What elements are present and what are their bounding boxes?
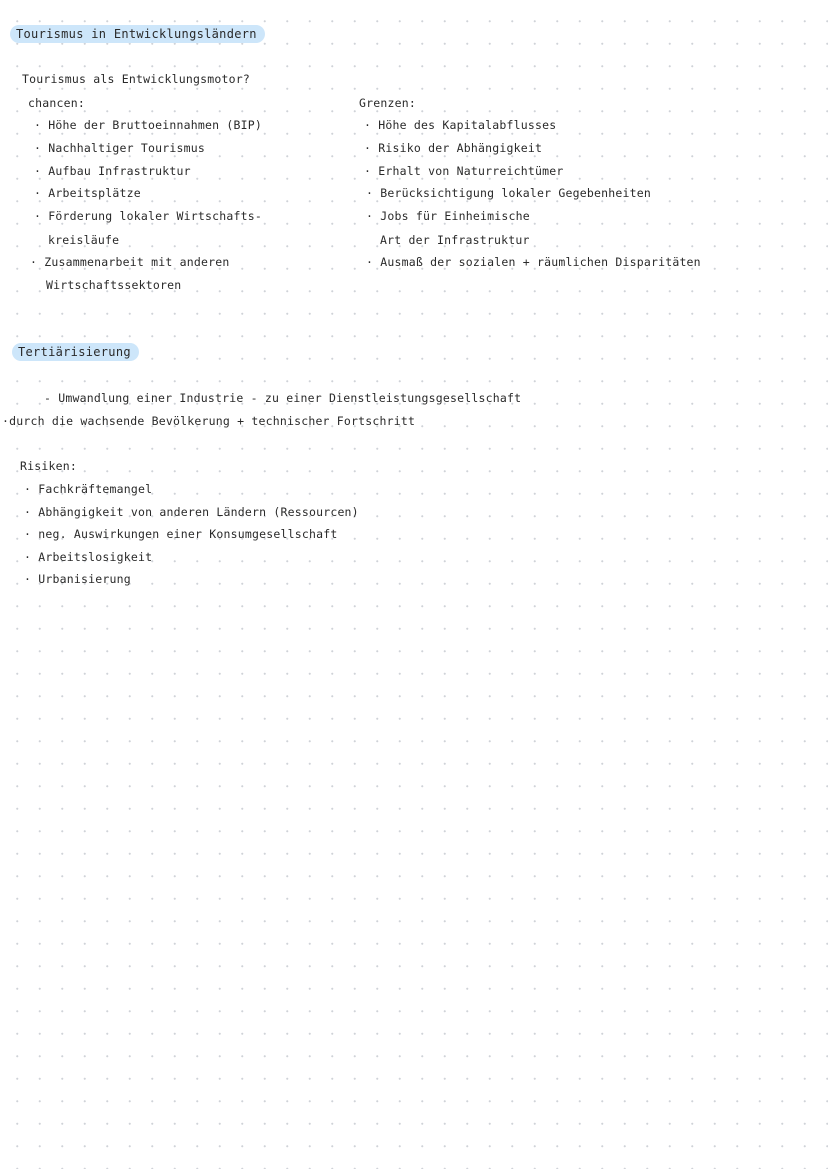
risiken-heading: Risiken: bbox=[20, 459, 77, 473]
definition-line: - Umwandlung einer Industrie - zu einer Dienstleistungsgesellschaft bbox=[44, 391, 522, 405]
chancen-item: · Nachhaltiger Tourismus bbox=[34, 141, 205, 155]
chancen-item: · Höhe der Bruttoeinnahmen (BIP) bbox=[34, 118, 262, 132]
cause-line: ·durch die wachsende Bevölkerung + technischer Fortschritt bbox=[2, 414, 416, 428]
grenzen-item: · Ausmaß der sozialen + räumlichen Disparitäten bbox=[366, 255, 701, 269]
chancen-item: · Aufbau Infrastruktur bbox=[34, 164, 191, 178]
risiken-item: · Abhängigkeit von anderen Ländern (Ressourcen) bbox=[24, 505, 359, 519]
chancen-item: · Zusammenarbeit mit anderen bbox=[30, 255, 230, 269]
chancen-heading: chancen: bbox=[28, 96, 85, 110]
grenzen-item: · Jobs für Einheimische bbox=[366, 209, 530, 223]
risiken-item: · Arbeitslosigkeit bbox=[24, 550, 153, 564]
grenzen-item: · Höhe des Kapitalabflusses bbox=[364, 118, 557, 132]
section-title-tertiaerisierung: Tertiärisierung bbox=[12, 343, 139, 361]
chancen-item: · Arbeitsplätze bbox=[34, 186, 141, 200]
risiken-item: · neg. Auswirkungen einer Konsumgesellschaft bbox=[24, 527, 338, 541]
chancen-item-continuation: Wirtschaftssektoren bbox=[46, 278, 182, 292]
section-question: Tourismus als Entwicklungsmotor? bbox=[22, 72, 250, 86]
risiken-item: · Urbanisierung bbox=[24, 572, 131, 586]
grenzen-item-continuation: Art der Infrastruktur bbox=[380, 233, 530, 247]
grenzen-item: · Berücksichtigung lokaler Gegebenheiten bbox=[366, 186, 651, 200]
grenzen-heading: Grenzen: bbox=[359, 96, 416, 110]
chancen-item: · Förderung lokaler Wirtschafts- bbox=[34, 209, 262, 223]
grenzen-item: · Risiko der Abhängigkeit bbox=[364, 141, 543, 155]
chancen-item-continuation: kreisläufe bbox=[48, 233, 120, 247]
risiken-item: · Fachkräftemangel bbox=[24, 482, 153, 496]
section-title-tourismus: Tourismus in Entwicklungsländern bbox=[10, 25, 265, 43]
grenzen-item: · Erhalt von Naturreichtümer bbox=[364, 164, 564, 178]
